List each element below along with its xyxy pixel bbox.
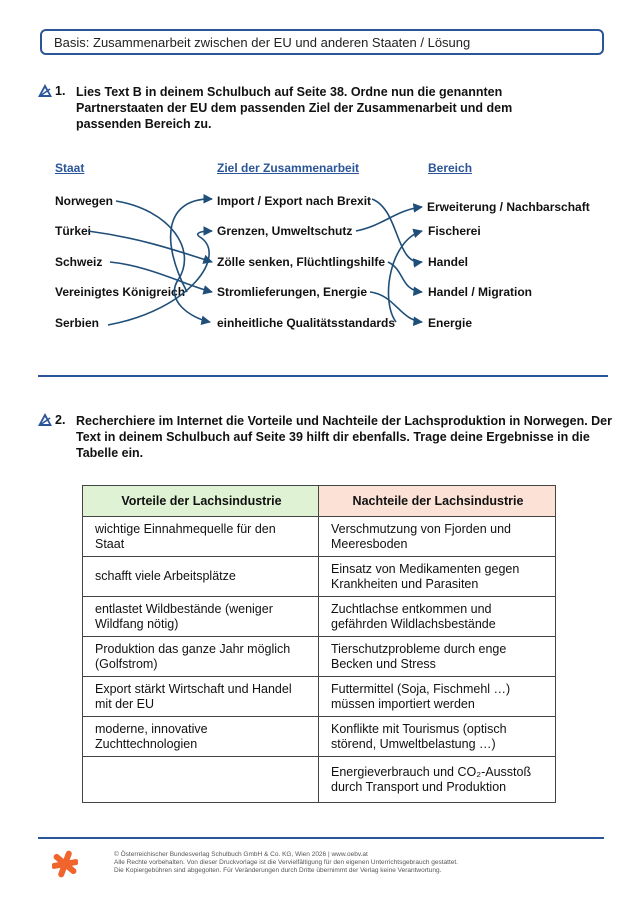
vorteil-cell: moderne, innovative Zuchttechnologien	[83, 717, 319, 757]
nachteil-cell: Futtermittel (Soja, Fischmehl …) müssen importiert werden	[319, 677, 556, 717]
nachteil-cell: Verschmutzung von Fjorden und Meeresboden	[319, 517, 556, 557]
bereich-handel: Handel	[428, 255, 469, 269]
footer-line-2: Alle Rechte vorbehalten. Von dieser Druckvorlage ist die Vervielfältigung für den eigenen Unterrichtsgebrauch gestattet.	[114, 859, 458, 866]
nachteil-cell: Tierschutzprobleme durch enge Becken und Stress	[319, 637, 556, 677]
vorteil-cell: entlastet Wildbestände (weniger Wildfang nötig)	[83, 597, 319, 637]
ziel-import-export: Import / Export nach Brexit	[217, 194, 372, 208]
table-row	[83, 717, 556, 757]
footer-line-3: Die Kopiergebühren sind abgegolten. Für Veränderungen durch Dritte übernimmt der Verlag keine Verantwortung.	[114, 867, 442, 874]
nachteil-cell: Einsatz von Medikamenten gegen Krankheiten und Parasiten	[319, 557, 556, 597]
col-vorteile: Vorteile der Lachsindustrie	[83, 486, 319, 517]
task1-text: Lies Text B in deinem Schulbuch auf Seite 38. Ordne nun die genannten Partnerstaaten der EU dem passenden Ziel der Zusammenarbeit und dem passenden Bereich zu.	[76, 85, 513, 131]
vorteil-cell: Export stärkt Wirtschaft und Handel mit der EU	[83, 677, 319, 717]
bereich-fischerei: Fischerei	[428, 224, 481, 238]
ziel-grenzen: Grenzen, Umweltschutz	[217, 224, 353, 238]
staat-serbien: Serbien	[55, 316, 100, 330]
arrow-uk-import	[171, 199, 212, 292]
ziel-qualitaet: einheitliche Qualitätsstandards	[217, 316, 396, 330]
vorteil-cell: wichtige Einnahmequelle für den Staat	[83, 517, 319, 557]
staat-schweiz: Schweiz	[55, 255, 103, 269]
header-bereich: Bereich	[428, 161, 473, 175]
staat-tuerkei: Türkei	[55, 224, 92, 238]
table-row	[83, 517, 556, 557]
arrow-schweiz-strom	[110, 262, 212, 292]
arrow-qualitaet-fischerei	[388, 231, 422, 322]
nachteil-cell: Zuchtlachse entkommen und gefährden Wildlachsbestände	[319, 597, 556, 637]
arrow-grenzen-erweiterung	[356, 207, 422, 231]
section-divider	[38, 375, 608, 377]
vorteil-cell	[83, 757, 319, 803]
table-row	[83, 757, 556, 803]
table-row	[83, 597, 556, 637]
bereich-energie: Energie	[428, 316, 473, 330]
staat-uk: Vereinigtes Königreich	[55, 285, 186, 299]
footer-divider	[38, 837, 604, 839]
vorteil-cell: Produktion das ganze Jahr möglich (Golfstrom)	[83, 637, 319, 677]
nachteil-cell: Konflikte mit Tourismus (optisch störend, Umweltbelastung …)	[319, 717, 556, 757]
task2-text: Recherchiere im Internet die Vorteile und Nachteile der Lachsproduktion in Norwegen. Der Text in deinem Schulbuch auf Seite 39 hilft dir ebenfalls. Trage deine Ergebnisse in die Tabelle ein.	[76, 414, 612, 460]
staat-norwegen: Norwegen	[55, 194, 114, 208]
task-pencil-icon	[38, 413, 52, 426]
task1-number: 1.	[55, 84, 66, 98]
ziel-zoelle: Zölle senken, Flüchtlingshilfe	[217, 255, 386, 269]
table-row	[83, 637, 556, 677]
header-ziel: Ziel der Zusammenarbeit	[217, 161, 360, 175]
arrow-tuerkei-zoelle	[88, 231, 212, 262]
connection-arrows	[0, 0, 640, 380]
col-nachteile: Nachteile der Lachsindustrie	[319, 486, 556, 517]
arrow-norwegen-qualitaet	[116, 201, 210, 322]
page-title: Basis: Zusammenarbeit zwischen der EU und anderen Staaten / Lösung	[54, 35, 471, 50]
table-row	[83, 677, 556, 717]
arrow-strom-energie	[370, 292, 422, 322]
task2-number: 2.	[55, 413, 66, 427]
table-header-row	[83, 486, 556, 517]
bereich-erweiterung: Erweiterung / Nachbarschaft	[427, 200, 590, 214]
lachs-table	[82, 485, 556, 803]
publisher-logo-icon	[52, 850, 78, 878]
bereich-handel-migration: Handel / Migration	[428, 285, 533, 299]
footer-copyright	[114, 851, 458, 875]
header-staat: Staat	[55, 161, 85, 175]
ziel-strom: Stromlieferungen, Energie	[217, 285, 368, 299]
table-row	[83, 557, 556, 597]
footer-line-1: © Österreichischer Bundesverlag Schulbuch GmbH & Co. KG, Wien 2026 | www.oebv.at	[114, 851, 368, 858]
vorteil-cell: schafft viele Arbeitsplätze	[83, 557, 319, 597]
nachteil-cell: Energieverbrauch und CO₂-Ausstoß durch Transport und Produktion	[319, 757, 556, 803]
